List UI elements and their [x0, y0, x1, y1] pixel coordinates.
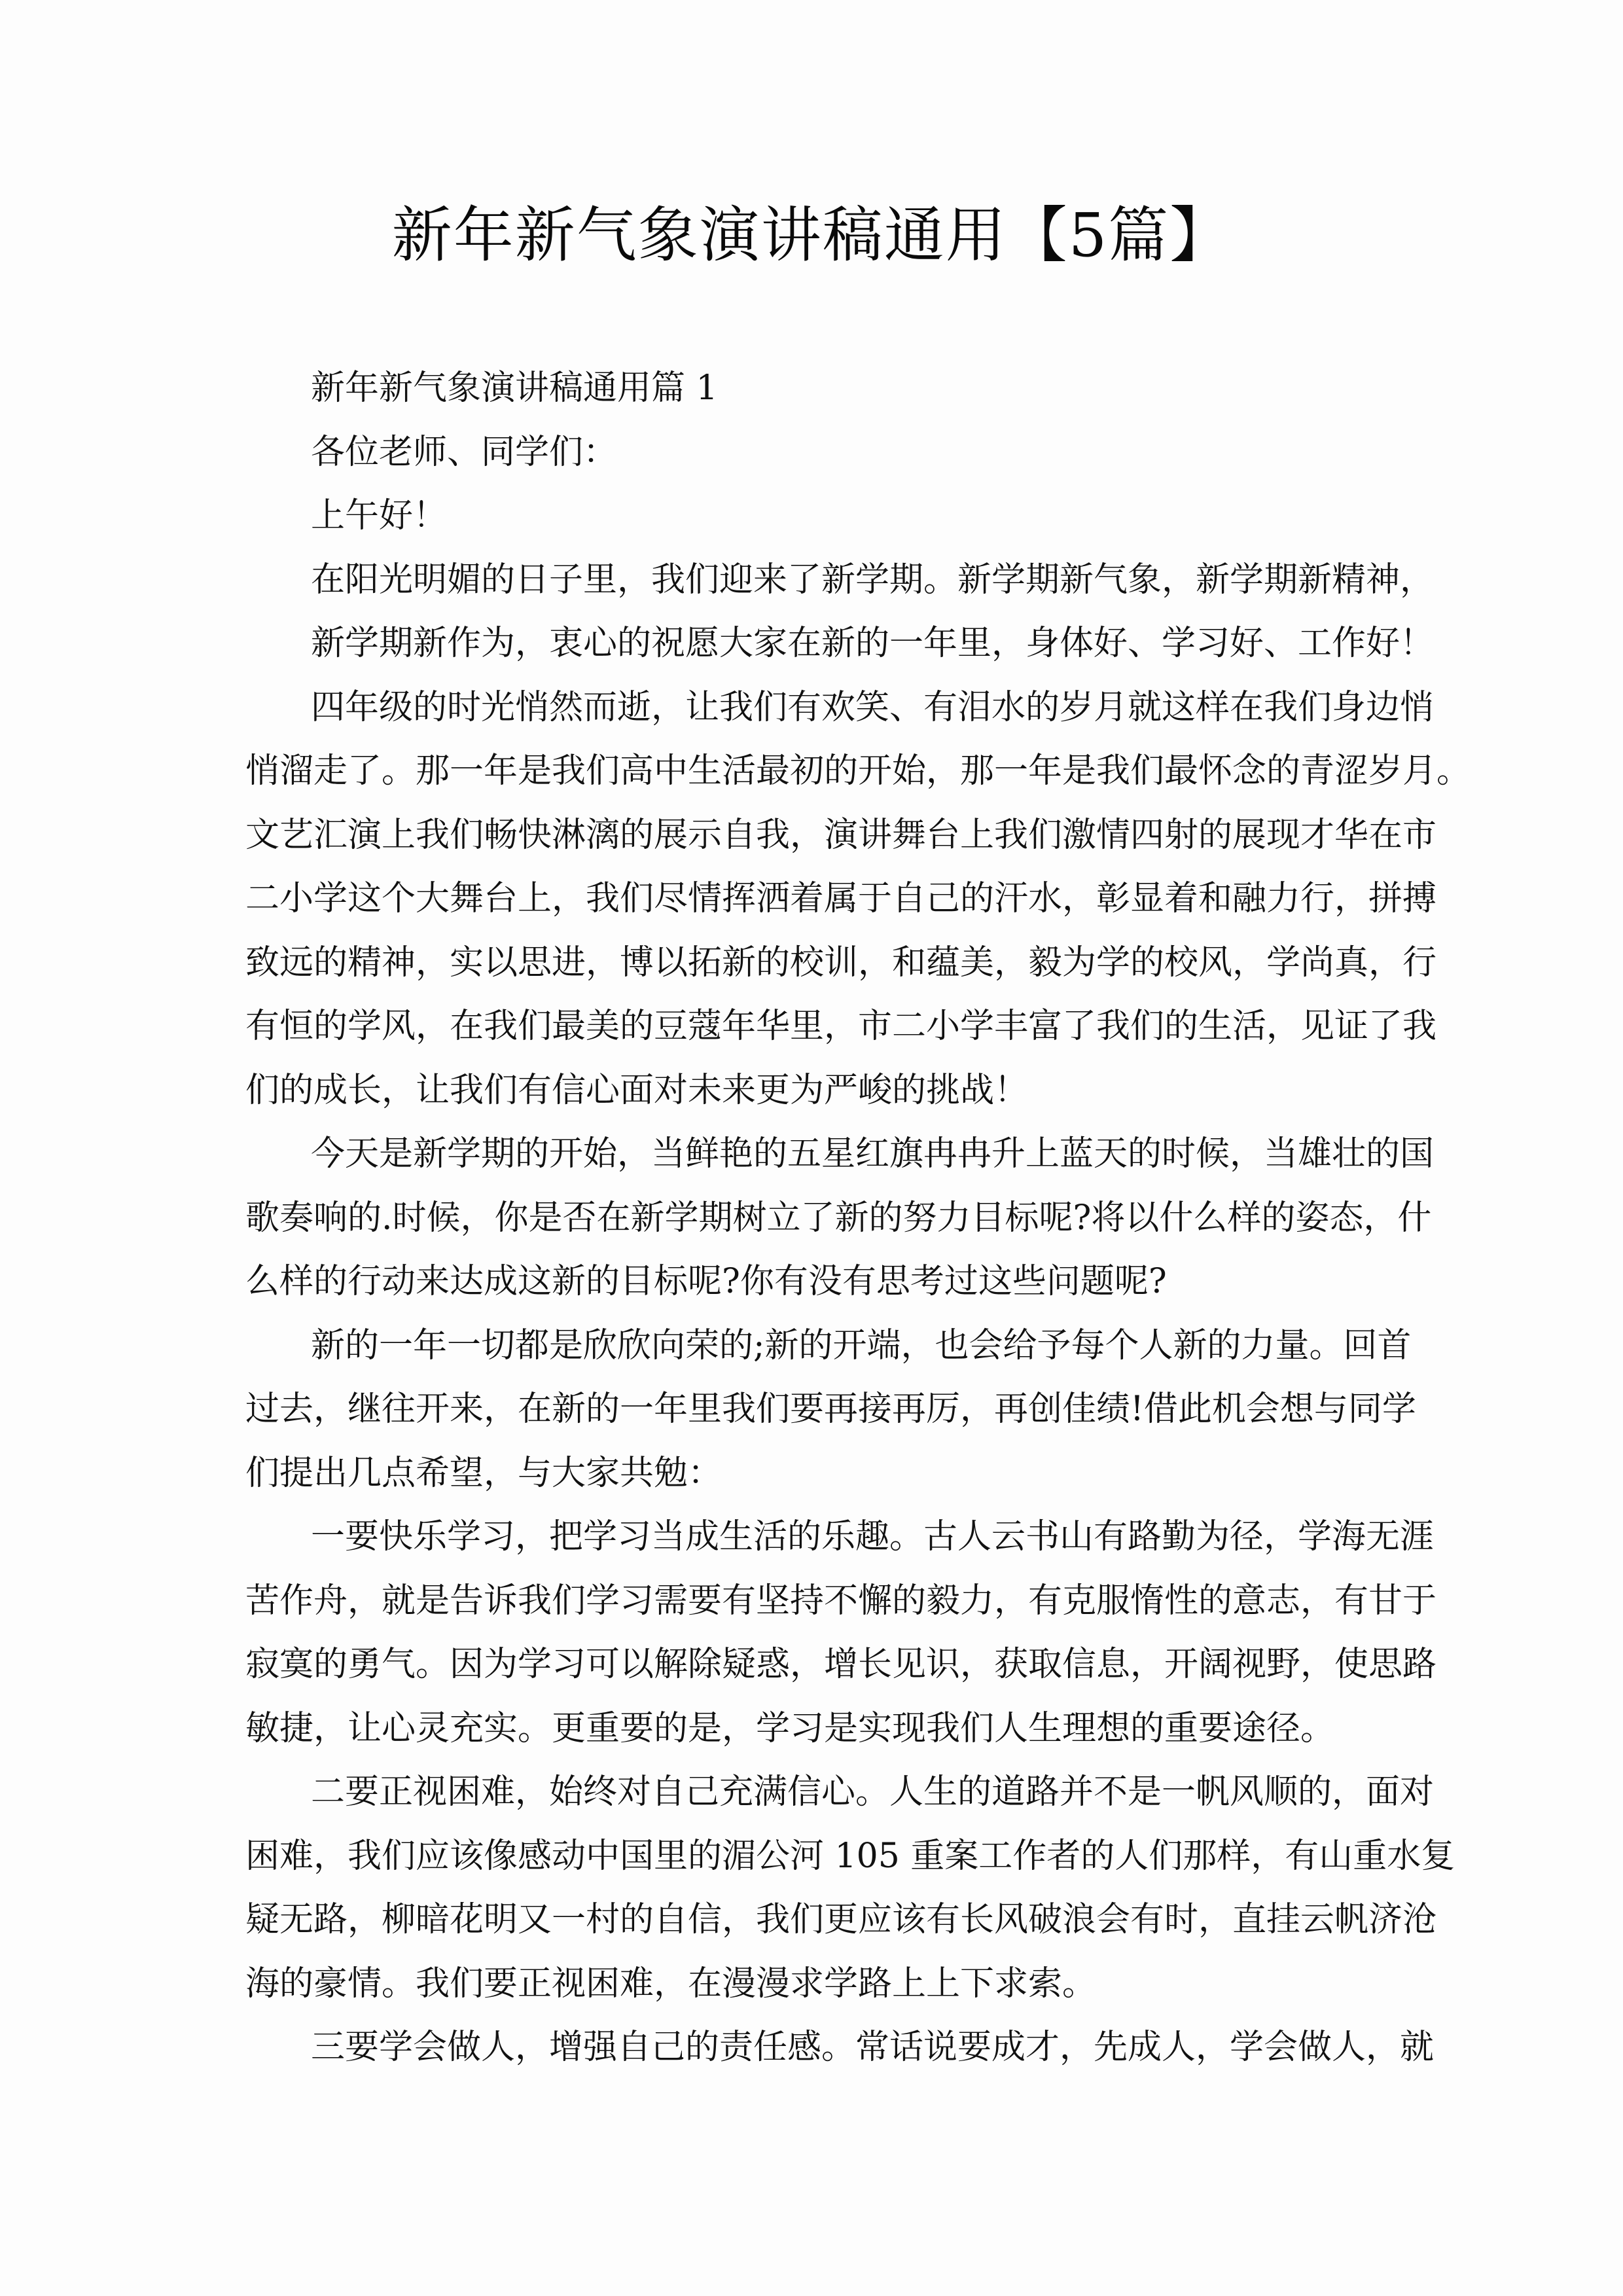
- paragraph-line: 二小学这个大舞台上，我们尽情挥洒着属于自己的汗水，彰显着和融力行，拼搏: [245, 879, 1437, 918]
- paragraph-line: 么样的行动来达成这新的目标呢?你有没有思考过这些问题呢?: [245, 1262, 1167, 1301]
- paragraph-line: 新的一年一切都是欣欣向荣的;新的开端，也会给予每个人新的力量。回首: [311, 1325, 1412, 1365]
- paragraph-line: 悄溜走了。那一年是我们高中生活最初的开始，那一年是我们最怀念的青涩岁月。: [245, 751, 1471, 791]
- paragraph-line: 疑无路，柳暗花明又一村的自信，我们更应该有长风破浪会有时，直挂云帆济沧: [245, 1900, 1437, 1939]
- paragraph-line: 过去，继往开来，在新的一年里我们要再接再厉，再创佳绩!借此机会想与同学: [245, 1390, 1416, 1429]
- paragraph-line: 三要学会做人，增强自己的责任感。常话说要成才，先成人，学会做人，就: [311, 2028, 1435, 2067]
- document-body: [245, 357, 1471, 2080]
- paragraph-line: 致远的精神，实以思进，博以拓新的校训，和蕴美，毅为学的校风，学尚真，行: [245, 942, 1437, 982]
- paragraph-line: 们提出几点希望，与大家共勉：: [245, 1453, 722, 1493]
- paragraph-line: 们的成长，让我们有信心面对未来更为严峻的挑战！: [245, 1070, 1029, 1110]
- paragraph-line: 海的豪情。我们要正视困难，在漫漫求学路上上下求索。: [245, 1964, 1097, 2003]
- document-title: 新年新气象演讲稿通用【5篇】: [391, 200, 1232, 270]
- salutation: 各位老师、同学们：: [311, 432, 618, 472]
- paragraph-line: 困难，我们应该像感动中国里的湄公河 105 重案工作者的人们那样，有山重水复: [245, 1836, 1455, 1876]
- paragraph-line: 有恒的学风，在我们最美的豆蔻年华里，市二小学丰富了我们的生活，见证了我: [245, 1007, 1437, 1046]
- paragraph-line: 四年级的时光悄然而逝，让我们有欢笑、有泪水的岁月就这样在我们身边悄: [311, 687, 1435, 727]
- paragraph-line: 今天是新学期的开始，当鲜艳的五星红旗冉冉升上蓝天的时候，当雄壮的国: [311, 1134, 1435, 1174]
- paragraph-line: 在阳光明媚的日子里，我们迎来了新学期。新学期新气象，新学期新精神，: [311, 560, 1435, 600]
- paragraph-line: 新学期新作为，衷心的祝愿大家在新的一年里，身体好、学习好、工作好！: [311, 624, 1435, 663]
- paragraph-line: 敏捷，让心灵充实。更重要的是，学习是实现我们人生理想的重要途径。: [245, 1708, 1335, 1748]
- section-heading: 新年新气象演讲稿通用篇 1: [311, 368, 718, 408]
- paragraph-line: 二要正视困难，始终对自己充满信心。人生的道路并不是一帆风顺的，面对: [311, 1772, 1435, 1812]
- paragraph-line: 苦作舟，就是告诉我们学习需要有坚持不懈的毅力，有克服惰性的意志，有甘于: [245, 1581, 1437, 1621]
- paragraph-line: 寂寞的勇气。因为学习可以解除疑惑，增长见识，获取信息，开阔视野，使思路: [245, 1645, 1437, 1684]
- paragraph-line: 一要快乐学习，把学习当成生活的乐趣。古人云书山有路勤为径，学海无涯: [311, 1517, 1435, 1556]
- paragraph-line: 歌奏响的.时候，你是否在新学期树立了新的努力目标呢?将以什么样的姿态，什: [245, 1198, 1432, 1238]
- greeting: 上午好！: [311, 496, 448, 535]
- paragraph-line: 文艺汇演上我们畅快淋漓的展示自我，演讲舞台上我们激情四射的展现才华在市: [245, 815, 1437, 855]
